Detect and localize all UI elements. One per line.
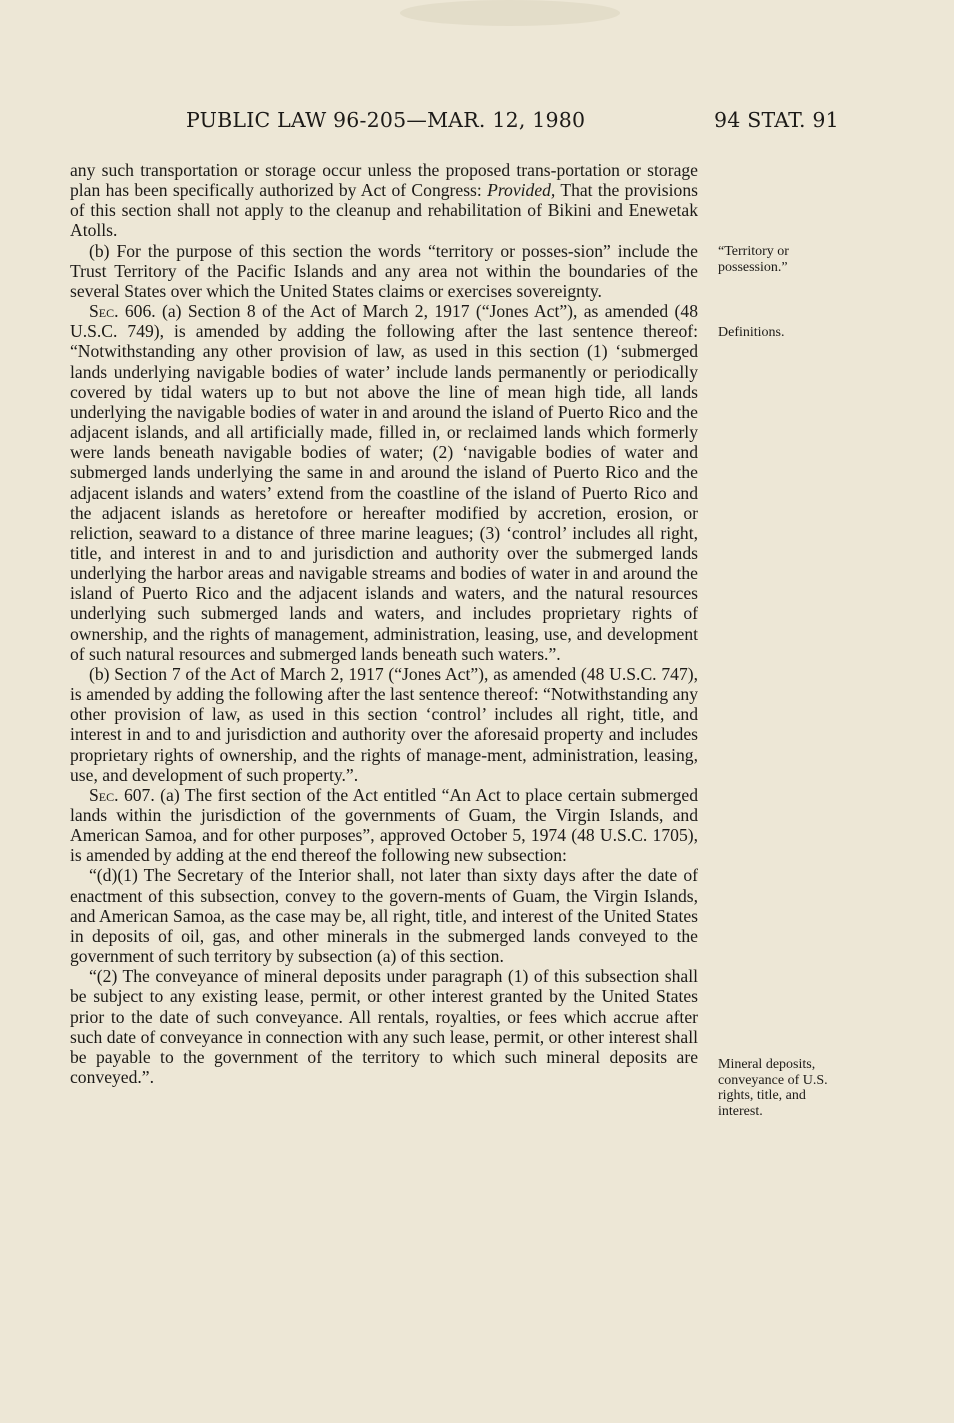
paragraph-606a: Sec. 606. (a) Section 8 of the Act of March 2, 1917 (“Jones Act”), as amended (48 U.S.C. 749), is amended by adding the following after the last sentence thereof: “Notwithstanding any other provision of law, as used in this section (1) ‘submerged lands underlying navigable bodies of water’ include lands permanently or periodically covered by tidal waters up to but not above the line of mean high tide, all lands underlying the navigable bodies of water in and around the island of Puerto Rico and the adjacent islands, and all artificially made, filled in, or reclaimed lands which formerly were lands beneath navigable bodies of water; (2) ‘navigable bodies of water and submerged lands underlying the same in and around the island of Puerto Rico and the adjacent islands and waters’ extend from the coastline of the island of Puerto Rico and the adjacent islands as heretofore or hereafter modified by accretion, erosion, or reliction, seaward to a distance of three marine leagues; (3) ‘control’ includes all right, title, and interest in and to and jurisdiction and authority over the submerged lands underlying the harbor areas and navigable streams and bodies of water in and around the island of Puerto Rico and the adjacent islands and waters, and the natural resources underlying such submerged lands and waters, and includes proprietary rights of ownership, and the rights of management, administration, leasing, use, and development of such natural resources and submerged lands beneath such waters.”.: [70, 301, 698, 664]
paragraph-607a: Sec. 607. (a) The first section of the Act entitled “An Act to place certain submerged lands within the jurisdiction of the governments of Guam, the Virgin Islands, and American Samoa, and for other purposes”, approved October 5, 1974 (48 U.S.C. 1705), is amended by adding at the end thereof the following new subsection:: [70, 784, 698, 866]
body-text: [70, 160, 698, 1087]
paper-stain: [400, 0, 620, 26]
paragraph-605b: (b) For the purpose of this section the words “territory or posses-sion” include the Trust Territory of the Pacific Islands and any area not within the boundaries of the several States over which the United States claims or exercises sovereignty.: [70, 240, 698, 301]
proviso-italic: Provided,: [487, 180, 556, 201]
running-header-title: PUBLIC LAW 96-205—MAR. 12, 1980: [186, 108, 586, 132]
section-label: Sec.: [89, 784, 119, 805]
paragraph-606b: (b) Section 7 of the Act of March 2, 1917 (“Jones Act”), as amended (48 U.S.C. 747), is amended by adding the following after the last sentence thereof: “Notwithstanding any other provision of law, as used in this section ‘control’ includes all right, title, and interest in and to and jurisdiction and authority over the aforesaid property and includes proprietary rights of ownership, and the rights of manage-ment, administration, leasing, use, and development of such property.”.: [70, 663, 698, 785]
paragraph-607d2: “(2) The conveyance of mineral deposits under paragraph (1) of this subsection shall be subject to any existing lease, permit, or other interest granted by the United States prior to the date of such conveyance. All rentals, royalties, or fees which accrue after such date of conveyance in connection with any such lease, permit, or other interest shall be payable to the government of the territory to which such mineral deposits are conveyed.”.: [70, 966, 698, 1088]
margin-note-territory: “Territory or possession.”: [718, 244, 789, 275]
running-header-stat: 94 STAT. 91: [714, 108, 839, 132]
margin-note-mineral: Mineral deposits, conveyance of U.S. rights, title, and interest.: [718, 1057, 828, 1119]
margin-note-definitions: Definitions.: [718, 325, 785, 340]
paragraph-continuation: any such transportation or storage occur unless the proposed trans-portation or storage plan has been specifically authorized by Act of Congress: Provided, That the provisions of this section shall not apply to the cleanup and rehabilitation of Bikini and Enewetak Atolls.: [70, 160, 698, 241]
section-label: Sec.: [89, 301, 119, 322]
paragraph-607d1: “(d)(1) The Secretary of the Interior shall, not later than sixty days after the date of enactment of this subsection, convey to the govern-ments of Guam, the Virgin Islands, and American Samoa, as the case may be, all right, title, and interest of the United States in deposits of oil, gas, and other minerals in the submerged lands conveyed to the government of such territory by subsection (a) of this section.: [70, 865, 698, 967]
